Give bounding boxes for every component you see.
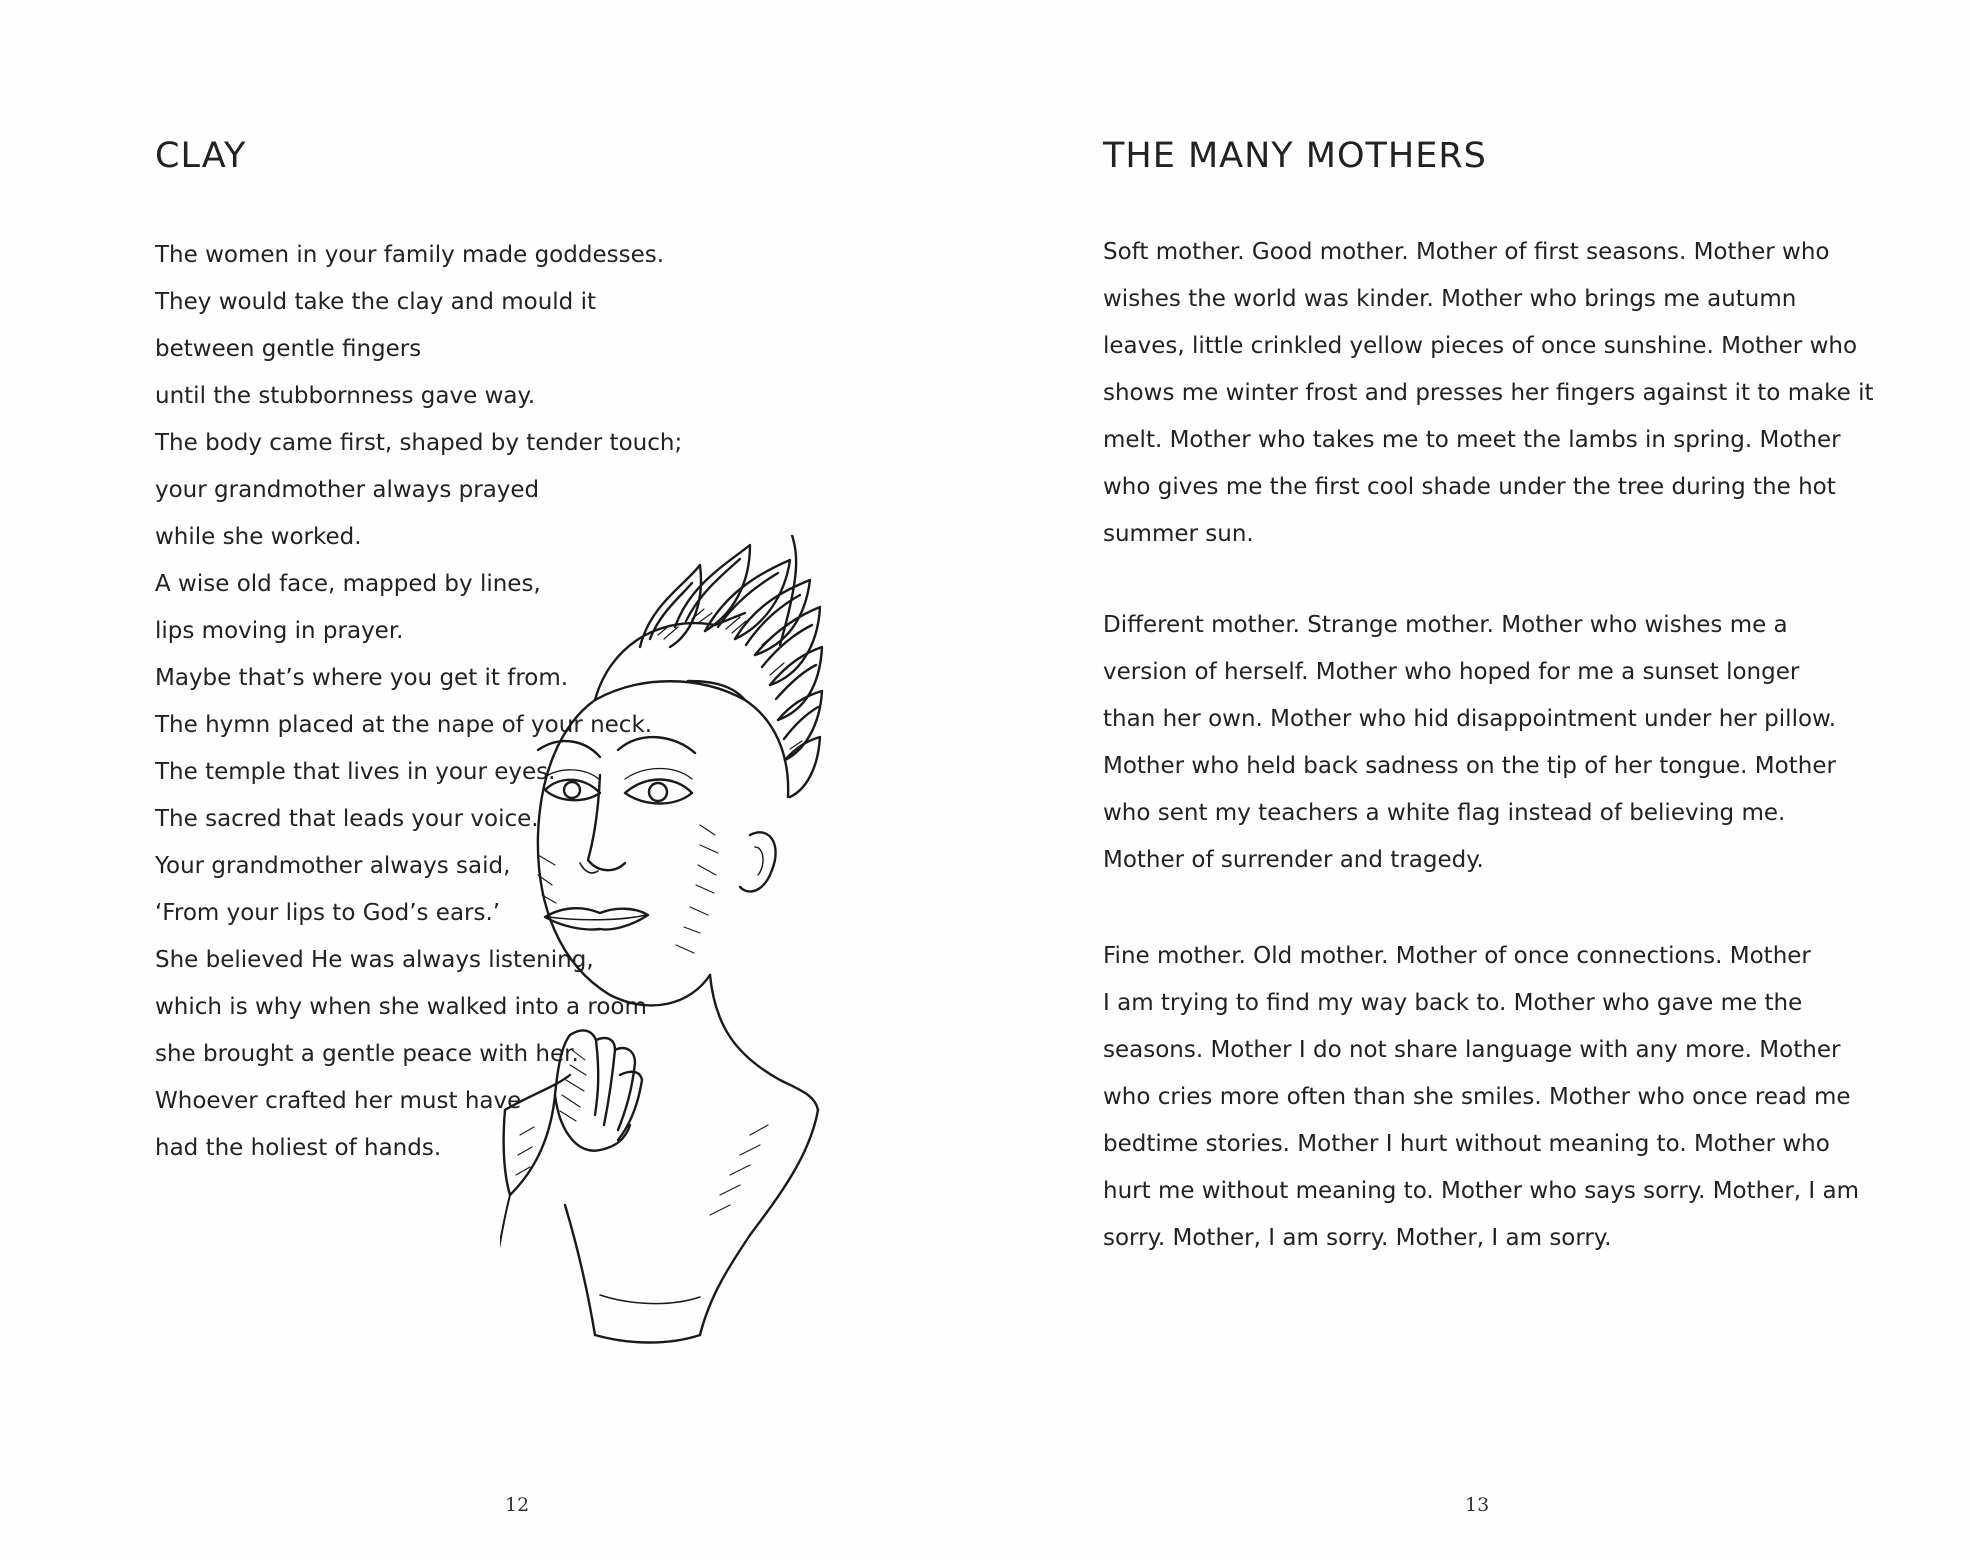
- poem-line: she brought a gentle peace with her.: [155, 1041, 579, 1067]
- paragraph: [1103, 933, 1860, 1262]
- leaf-crown: [595, 535, 822, 797]
- poem-line: while she worked.: [155, 524, 362, 550]
- poem-line: Maybe that’s where you get it from.: [155, 665, 569, 691]
- poem-line: between gentle fingers: [155, 336, 422, 362]
- paragraph-line: Different mother. Strange mother. Mother who wishes me a: [1103, 612, 1788, 638]
- paragraph-line: who gives me the first cool shade under the tree during the hot: [1103, 474, 1836, 500]
- paragraph-line: sorry. Mother, I am sorry. Mother, I am sorry.: [1103, 1225, 1612, 1251]
- poem-line: They would take the clay and mould it: [155, 289, 596, 315]
- paragraph: [1103, 602, 1848, 884]
- poem-line: A wise old face, mapped by lines,: [155, 571, 541, 597]
- paragraph-line: hurt me without meaning to. Mother who says sorry. Mother, I am: [1103, 1178, 1860, 1204]
- poem-line: The hymn placed at the nape of your neck.: [155, 712, 653, 738]
- paragraph-line: who sent my teachers a white flag instead of believing me.: [1103, 800, 1786, 826]
- paragraph-line: shows me winter frost and presses her fingers against it to make it: [1103, 380, 1874, 406]
- poem-line: lips moving in prayer.: [155, 618, 404, 644]
- poem-line: The temple that lives in your eyes.: [155, 759, 556, 785]
- paragraph-line: Soft mother. Good mother. Mother of first seasons. Mother who: [1103, 239, 1830, 265]
- poem-line: your grandmother always prayed: [155, 477, 540, 503]
- paragraph-line: bedtime stories. Mother I hurt without meaning to. Mother who: [1103, 1131, 1830, 1157]
- paragraph-line: Mother who held back sadness on the tip of her tongue. Mother: [1103, 753, 1836, 779]
- paragraph-line: leaves, little crinkled yellow pieces of once sunshine. Mother who: [1103, 333, 1858, 359]
- page-number: 13: [1465, 1494, 1490, 1516]
- right-page: [985, 0, 1970, 1560]
- poem-line: which is why when she walked into a room: [155, 994, 647, 1020]
- paragraph-line: I am trying to find my way back to. Mother who gave me the: [1103, 990, 1803, 1016]
- poem-line: had the holiest of hands.: [155, 1135, 442, 1161]
- bust: [500, 975, 818, 1343]
- paragraph-line: version of herself. Mother who hoped for me a sunset longer: [1103, 659, 1800, 685]
- poem-line: The women in your family made goddesses.: [155, 242, 665, 268]
- poem-line: Your grandmother always said,: [155, 853, 511, 879]
- paragraph-line: melt. Mother who takes me to meet the lambs in spring. Mother: [1103, 427, 1841, 453]
- paragraph-line: than her own. Mother who hid disappointment under her pillow.: [1103, 706, 1837, 732]
- paragraph-line: summer sun.: [1103, 521, 1254, 547]
- prose-poem-title: THE MANY MOTHERS: [1103, 136, 1487, 176]
- page-number: 12: [505, 1494, 530, 1516]
- paragraph: [1103, 229, 1874, 558]
- paragraph-line: seasons. Mother I do not share language with any more. Mother: [1103, 1037, 1841, 1063]
- poem-line: Whoever crafted her must have: [155, 1088, 522, 1114]
- paragraph-line: Fine mother. Old mother. Mother of once connections. Mother: [1103, 943, 1811, 969]
- paragraph-line: who cries more often than she smiles. Mother who once read me: [1103, 1084, 1851, 1110]
- paragraph-line: Mother of surrender and tragedy.: [1103, 847, 1484, 873]
- poem-title: CLAY: [155, 136, 247, 176]
- poem-line: The body came first, shaped by tender touch;: [155, 430, 683, 456]
- poem-line: ‘From your lips to God’s ears.’: [155, 900, 501, 926]
- paragraph-line: wishes the world was kinder. Mother who brings me autumn: [1103, 286, 1797, 312]
- poem-line: until the stubbornness gave way.: [155, 383, 536, 409]
- bust-illustration: [500, 535, 960, 1425]
- head: [538, 681, 788, 1005]
- poem-line: She believed He was always listening,: [155, 947, 594, 973]
- poem-line: The sacred that leads your voice.: [155, 806, 539, 832]
